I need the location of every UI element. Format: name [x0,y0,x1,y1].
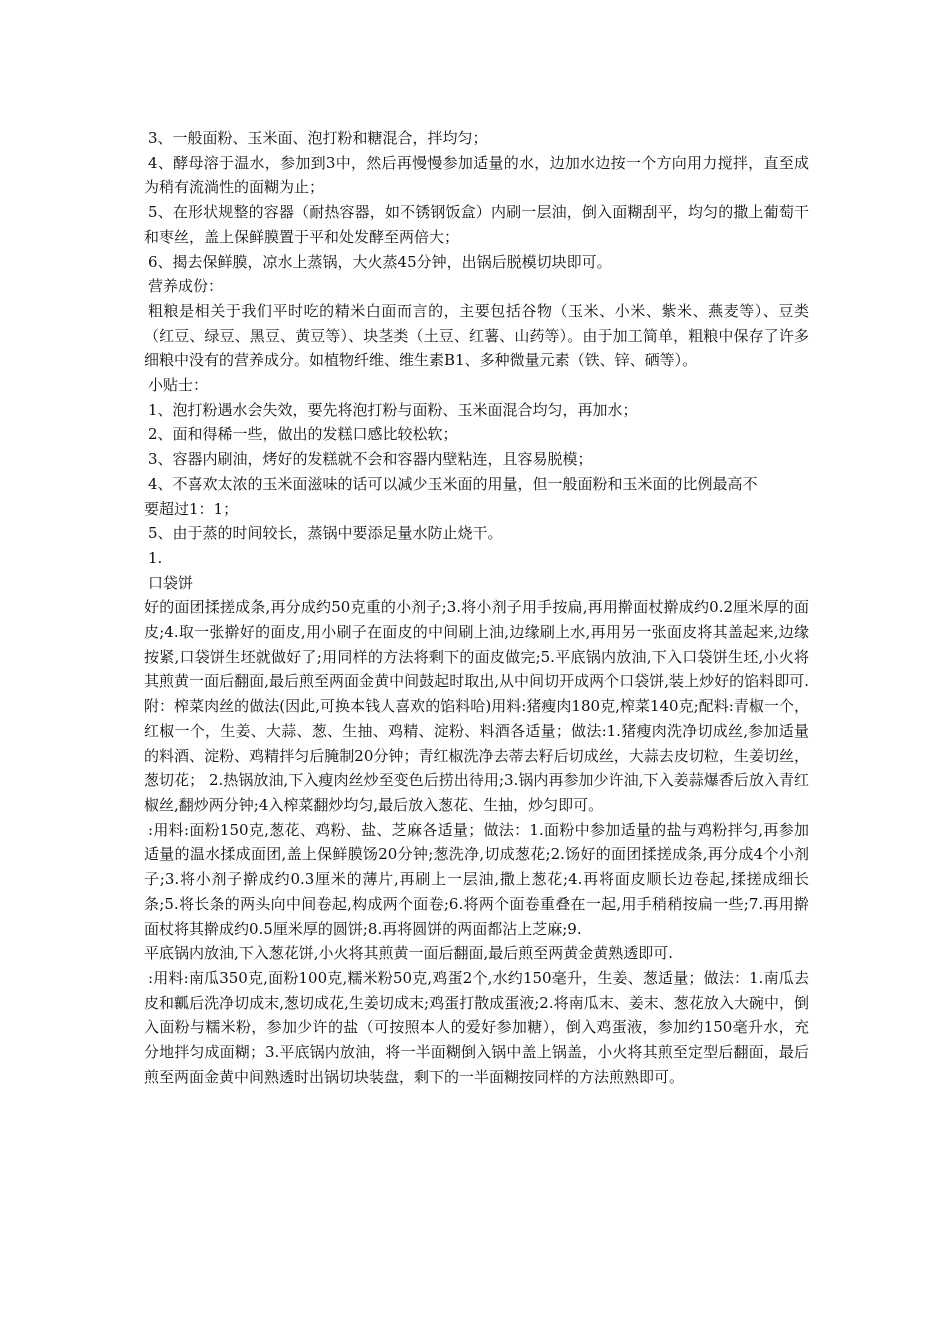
nutrition-heading: 营养成份： [148,277,224,296]
tip-4: 4、不喜欢太浓的玉米面滋味的话可以减少玉米面的用量，但一般面粉和玉米面的比例最高不 [148,474,758,493]
pocket-bread-paragraph: 好的面团揉搓成条,再分成约50克重的小剂子;3.将小剂子用手按扁,再用擀面杖擀成约0.2厘米厚的面皮;4.取一张擀好的面皮,用小刷子在面皮的中间刷上油,边缘刷上水,再用另一张面皮将其盖起来,边缘按紧,口袋饼生坯就做好了;用同样的方法将剩下的面皮做完;5.平底锅内放油,下入口袋饼生坯,小火将其煎黄一面后翻面,最后煎至两面金黄中间鼓起时取出,从中间切开成两个口袋饼,装上炒好的馅料即可.附：榨菜肉丝的做法(因此,可换本钱人喜欢的馅料哈)用料:猪瘦肉180克,榨菜140克;配料:青椒一个，红椒一个，生姜、大蒜、葱、生抽、鸡精、淀粉、料酒各适量；做法:1.猪瘦肉洗净切成丝,参加适量的料酒、淀粉、鸡精拌匀后腌制20分钟；青红椒洗净去蒂去籽后切成丝，大蒜去皮切粒，生姜切丝，葱切花； 2.热锅放油,下入瘦肉丝炒至变色后捞出待用;3.锅内再参加少许油,下入姜蒜爆香后放入青红椒丝,翻炒两分钟;4入榨菜翻炒均匀,最后放入葱花、生抽，炒匀即可。 [144,598,809,814]
tip-5: 5、由于蒸的时间较长，蒸锅中要添足量水防止烧干。 [148,524,503,543]
pumpkin-pancake-paragraph: :用料:南瓜350克,面粉100克,糯米粉50克,鸡蛋2个,水约150毫升，生姜、葱适量；做法：1.南瓜去皮和瓤后洗净切成末,葱切成花,生姜切成末;鸡蛋打散成蛋液;2.将南瓜末、姜末、葱花放入大碗中，倒入面粉与糯米粉，参加少许的盐（可按照本人的爱好参加糖），倒入鸡蛋液，参加约150毫升水，充分地拌匀成面糊；3.平底锅内放油，将一半面糊倒入锅中盖上锅盖，小火将其煎至定型后翻面，最后煎至两面金黄中间熟透时出锅切块装盘，剩下的一半面糊按同样的方法煎熟即可。 [144,968,809,1086]
step-3-paragraph: 3、一般面粉、玉米面、泡打粉和糖混合，拌均匀； [148,129,488,147]
step-5-paragraph: 5、在形状规整的容器（耐热容器，如不锈钢饭盒）内刷一层油，倒入面糊刮平，均匀的撒上葡萄干和枣丝，盖上保鲜膜置于平和处发酵至两倍大； [144,203,809,246]
step-6-paragraph: 6、揭去保鲜膜，凉水上蒸锅，大火蒸45分钟，出锅后脱模切块即可。 [148,252,612,271]
tip-3: 3、容器内刷油，烤好的发糕就不会和容器内壁粘连，且容易脱模； [148,450,593,469]
recipe-title-pocket-bread: 口袋饼 [148,573,194,592]
list-number: 1. [148,548,163,567]
tips-heading: 小贴士： [148,376,209,395]
tip-4-continuation: 要超过1：1； [144,499,239,518]
nutrition-paragraph: 粗粮是相关于我们平时吃的精米白面而言的，主要包括谷物（玉米、小米、紫米、燕麦等）、豆类（红豆、绿豆、黑豆、黄豆等）、块茎类（土豆、红薯、山药等）。由于加工简单，粗粮中保存了许多细粮中没有的营养成分。如植物纤维、维生素B1、多种微量元素（铁、锌、硒等）。 [144,301,809,370]
step-4-paragraph: 4、酵母溶于温水，参加到3中，然后再慢慢参加适量的水，边加水边按一个方向用力搅拌，直至成为稍有流淌性的面糊为止； [144,153,809,197]
scallion-pancake-ending: 平底锅内放油,下入葱花饼,小火将其煎黄一面后翻面,最后煎至两黄金黄熟透即可. [144,944,674,963]
document-page [144,126,809,1089]
tip-1: 1、泡打粉遇水会失效，要先将泡打粉与面粉、玉米面混合均匀，再加水； [148,400,638,419]
scallion-pancake-paragraph: :用料:面粉150克,葱花、鸡粉、盐、芝麻各适量；做法：1.面粉中参加适量的盐与鸡粉拌匀,再参加适量的温水揉成面团,盖上保鲜膜饧20分钟;葱洗净,切成葱花;2.饧好的面团揉搓成条,再分成4个小剂子;3.将小剂子擀成约0.3厘米的薄片,再刷上一层油,撒上葱花;4.再将面皮顺长边卷起,揉搓成细长条;5.将长条的两头向中间卷起,构成两个面卷;6.将两个面卷重叠在一起,用手稍稍按扁一些;7.再用擀面杖将其擀成约0.5厘米厚的圆饼;8.再将圆饼的两面都沾上芝麻;9. [144,820,809,938]
tip-2: 2、面和得稀一些，做出的发糕口感比较松软； [148,425,458,444]
